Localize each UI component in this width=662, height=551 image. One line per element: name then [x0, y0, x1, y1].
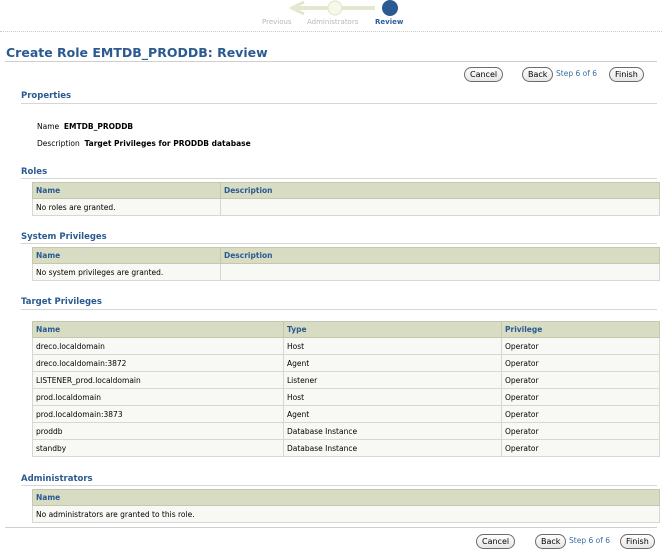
target-privilege-cell: Operator — [502, 355, 660, 372]
finish-button[interactable]: Finish — [609, 67, 644, 82]
property-name-value: EMTDB_PRODDB — [63, 122, 134, 131]
column-header-description: Description — [221, 183, 660, 199]
properties-divider — [21, 103, 657, 104]
step-indicator: Step 6 of 6 — [556, 69, 598, 78]
property-description — [37, 139, 251, 148]
train-step-review: Review — [375, 18, 404, 26]
finish-button[interactable]: Finish — [620, 534, 655, 549]
table-row — [33, 506, 660, 523]
property-description-value: Target Privileges for PRODDB database — [84, 139, 251, 148]
system-privileges-heading: System Privileges — [21, 232, 107, 242]
target-name-cell: LISTENER_prod.localdomain — [33, 372, 284, 389]
table-row — [33, 264, 660, 281]
table-row — [33, 440, 660, 457]
top-button-bar — [0, 67, 662, 82]
target-privileges-divider — [21, 309, 657, 310]
target-name-cell: prod.localdomain — [33, 389, 284, 406]
column-header-name: Name — [33, 248, 221, 264]
roles-table — [32, 182, 660, 216]
target-privilege-cell: Operator — [502, 423, 660, 440]
target-privilege-cell: Operator — [502, 440, 660, 457]
target-type-cell: Agent — [284, 355, 502, 372]
column-header-privilege[interactable]: Privilege — [502, 322, 660, 338]
target-name-cell: prod.localdomain:3873 — [33, 406, 284, 423]
system-privileges-table — [32, 247, 660, 281]
properties-heading: Properties — [21, 91, 72, 101]
column-header-type[interactable]: Type — [284, 322, 502, 338]
table-header-row — [33, 490, 660, 506]
step-indicator: Step 6 of 6 — [569, 536, 611, 545]
column-header-name: Name — [33, 183, 221, 199]
target-privilege-cell: Operator — [502, 338, 660, 355]
roles-divider — [21, 178, 657, 179]
step-circle-icon — [328, 1, 342, 15]
back-button[interactable]: Back — [535, 534, 566, 549]
target-privilege-cell: Operator — [502, 389, 660, 406]
administrators-heading: Administrators — [21, 474, 93, 484]
train-step-administrators[interactable]: Administrators — [307, 18, 359, 26]
target-name-cell: dreco.localdomain — [33, 338, 284, 355]
table-row — [33, 338, 660, 355]
administrators-table — [32, 489, 660, 523]
footer-divider — [5, 527, 657, 528]
table-row — [33, 423, 660, 440]
target-privilege-cell: Operator — [502, 372, 660, 389]
target-name-cell: dreco.localdomain:3872 — [33, 355, 284, 372]
current-step-circle-icon — [382, 0, 398, 16]
cancel-button[interactable]: Cancel — [476, 534, 515, 549]
back-button[interactable]: Back — [522, 67, 553, 82]
property-description-label: Description — [37, 139, 80, 148]
target-privileges-table — [32, 321, 660, 457]
cancel-button[interactable]: Cancel — [464, 67, 503, 82]
table-row — [33, 389, 660, 406]
target-type-cell: Listener — [284, 372, 502, 389]
target-type-cell: Database Instance — [284, 440, 502, 457]
property-name-label: Name — [37, 122, 60, 131]
target-type-cell: Database Instance — [284, 423, 502, 440]
table-header-row — [33, 322, 660, 338]
column-header-name: Name — [33, 490, 660, 506]
table-row — [33, 406, 660, 423]
empty-message: No roles are granted. — [33, 199, 221, 216]
table-row — [33, 199, 660, 216]
property-name — [37, 122, 133, 131]
table-header-row — [33, 248, 660, 264]
system-privileges-divider — [21, 243, 657, 244]
target-name-cell: proddb — [33, 423, 284, 440]
administrators-divider — [21, 485, 657, 486]
target-type-cell: Host — [284, 389, 502, 406]
target-privileges-heading: Target Privileges — [21, 297, 102, 307]
table-header-row — [33, 183, 660, 199]
table-cell — [221, 199, 660, 216]
target-privilege-cell: Operator — [502, 406, 660, 423]
page-title: Create Role EMTDB_PRODDB: Review — [6, 45, 268, 60]
column-header-name[interactable]: Name — [33, 322, 284, 338]
table-row — [33, 355, 660, 372]
target-type-cell: Agent — [284, 406, 502, 423]
roles-heading: Roles — [21, 167, 48, 177]
target-name-cell: standby — [33, 440, 284, 457]
table-cell — [221, 264, 660, 281]
train-step-previous[interactable]: Previous — [262, 18, 292, 26]
target-type-cell: Host — [284, 338, 502, 355]
column-header-description: Description — [221, 248, 660, 264]
empty-message: No system privileges are granted. — [33, 264, 221, 281]
empty-message: No administrators are granted to this role. — [33, 506, 660, 523]
bottom-button-bar — [0, 534, 662, 549]
train-divider — [0, 31, 662, 32]
table-row — [33, 372, 660, 389]
title-divider — [5, 61, 657, 62]
